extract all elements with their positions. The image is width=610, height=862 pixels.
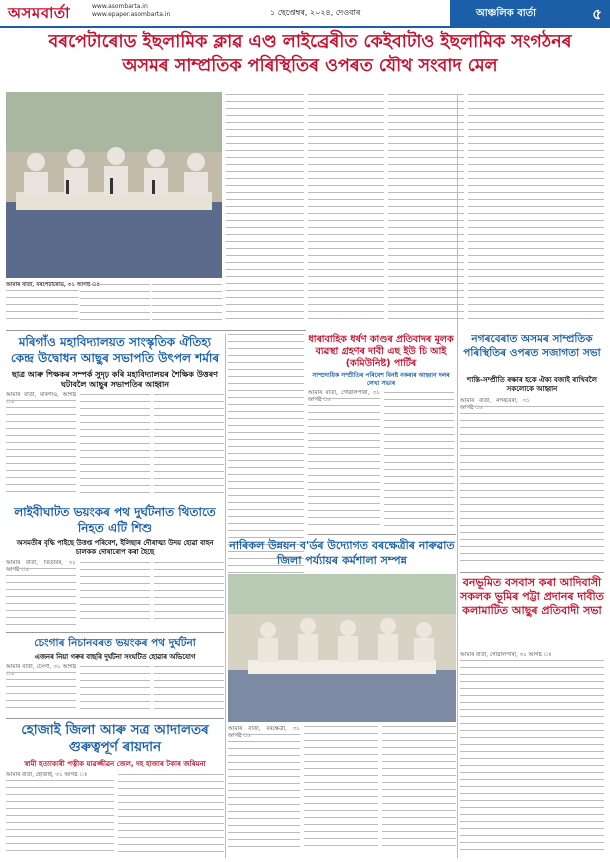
sabha-dateline: আমাৰ বাৰ্তা, নগৰবেৰা, ৩১ আগষ্ট ঃ bbox=[460, 398, 530, 411]
chenga-body-col3 bbox=[154, 666, 224, 716]
lead-headline: বৰপেটাৰোড ইছলামিক ক্লাৱ এণ্ড লাইব্ৰেৰীত কেইবাটাও ইছলামিক সংগঠনৰ অসমৰ সাম্প্ৰতিক পৰিস্থিতিৰ ওপৰত যৌথ সংবাদ মেল bbox=[48, 32, 572, 76]
column-rule bbox=[225, 334, 226, 858]
section-name: আঞ্চলিক বাৰ্তা bbox=[476, 8, 537, 19]
chenga-accident-subhead: এজনৰ নিয়া গৰুৰ বাছৰি দুৰ্ঘটনা সংঘটিত হোৱাৰ অভিযোগ bbox=[34, 653, 196, 661]
child-accident-dateline: আমাৰ বাৰ্তা, তিতাবৰ, ৩১ আগষ্ট ঃ bbox=[6, 560, 76, 573]
epaper-link[interactable]: www.epaper.asombarta.in bbox=[92, 11, 171, 18]
child-body-col2 bbox=[80, 562, 150, 630]
hojai-body-col2 bbox=[118, 774, 224, 858]
child-body-col3 bbox=[154, 562, 224, 630]
morigaon-subhead: ছাত্ৰ আৰু শিক্ষকৰ সম্পৰ্ক সুদৃঢ় কৰি মহাবিদ্যালয়ৰ শৈক্ষিক উত্তৰণ ঘটাবলৈ আছুৰ সভাপতিৰ আহ্বান bbox=[11, 370, 219, 389]
sabha-body bbox=[460, 406, 604, 570]
sabha-subhead: শান্তি-সম্প্ৰীতি ৰক্ষাৰ হকে ঐক্য বজাই ৰাখিবলৈ সকলোকে আহ্বান bbox=[467, 376, 597, 393]
adivasi-dateline: আমাৰ বাৰ্তা, গোৱালপাৰা, ৩১ আগষ্ট ঃ bbox=[460, 652, 552, 658]
press-meet-illustration bbox=[6, 92, 222, 278]
hojai-dateline: আমাৰ বাৰ্তা, হোজাই, ৩১ আগষ্ট ঃ bbox=[6, 772, 88, 778]
hojai-headline: হোজাই জিলা আৰু সত্ৰ আদালতৰ গুৰুত্বপূৰ্ণ ৰায়দান bbox=[21, 722, 209, 755]
lead-body-col1 bbox=[6, 290, 78, 324]
lead-body-col2 bbox=[80, 284, 150, 324]
morigaon-headline: মৰিগাঁও মহাবিদ্যালয়ত সাংস্কৃতিক ঐতিহ্য কেন্দ্ৰ উদ্বোধন আছুৰ সভাপতি উৎপল শৰ্মাৰ bbox=[10, 335, 220, 365]
chenga-body-col2 bbox=[80, 666, 150, 716]
website-link[interactable]: www.asombarta.in bbox=[92, 3, 148, 10]
adivasi-body bbox=[460, 660, 604, 858]
divider bbox=[6, 718, 224, 719]
lead-body-col5 bbox=[308, 94, 384, 330]
protest-subhead: সাম্প্ৰদায়িক সম্প্ৰীতিৰ পৰিবেশ বিনষ্ট নকৰাৰ আহ্বান দলৰ লেখা সভাৰ bbox=[312, 372, 450, 387]
chenga-body-col1 bbox=[6, 672, 76, 716]
coconut-board-headline: নাৰিকল উন্নয়ন ব'ৰ্ডৰ উদ্যোগত বৰক্ষেত্ৰীৰ নাৰুৱাত জিলা পৰ্য্যায়ৰ কৰ্মশালা সম্পন্ন bbox=[229, 539, 455, 567]
masthead bbox=[0, 0, 610, 28]
protest-headline: ধাৰাবাহিক ধৰ্ষণ কাণ্ডৰ প্ৰতিবাদৰ মূলক ব্যৱস্থা গ্ৰহণৰ দাবী এছ ইউ চি আই (কমিউনিষ্ট) পাৰ্টিৰ bbox=[308, 334, 454, 369]
lead-body-col6 bbox=[388, 94, 464, 330]
issue-date: ১ ছেপ্তেম্বৰ, ২০২৪, দেওবাৰ bbox=[270, 8, 361, 17]
page-number: ৫ bbox=[592, 5, 602, 23]
child-accident-subhead: অসমতীৰ বৃদ্ধি পাইছে উত্তপ্ত পৰিবেশ, ইলিছাৰ দৌৰাত্ম্য উদয় হোৱা বাহন চালকক দোষাৰোপ কৰা হৈছে bbox=[16, 539, 214, 556]
morigaon-body-col1 bbox=[6, 400, 76, 500]
divider bbox=[6, 330, 306, 331]
website-links bbox=[92, 3, 170, 19]
hojai-body-col1 bbox=[6, 780, 114, 858]
morigaon-body-col3 bbox=[154, 394, 224, 500]
protest-body-col1 bbox=[308, 398, 380, 532]
chenga-accident-headline: চেংগাৰ নিচানবৰত ভয়ংকৰ পথ দুৰ্ঘটনা bbox=[34, 637, 196, 649]
workshop-illustration bbox=[228, 574, 456, 722]
divider bbox=[460, 572, 604, 573]
section-tab bbox=[450, 0, 610, 26]
child-body-col1 bbox=[6, 568, 76, 630]
protest-body-col2 bbox=[384, 392, 454, 532]
sabha-headline: নগৰবেৰাত অসমৰ সাম্প্ৰতিক পৰিস্থিতিৰ ওপৰত সজাগতা সভা bbox=[463, 333, 601, 359]
divider bbox=[6, 632, 224, 633]
morigaon-body-col2 bbox=[80, 394, 150, 500]
lead-body-col4 bbox=[226, 94, 304, 330]
coconut-body-col1 bbox=[228, 734, 300, 858]
coconut-body-col3 bbox=[382, 726, 456, 858]
protest-dateline: আমাৰ বাৰ্তা, গোৱালপাৰা, ৩১ আগষ্ট ঃ bbox=[308, 390, 380, 403]
lead-body-col7 bbox=[468, 94, 604, 330]
child-accident-headline: লাইবীঘাটত ভয়ংকৰ পথ দুৰ্ঘটনাত থিতাতে নিহত এটি শিশু bbox=[14, 505, 216, 535]
newspaper-logo: অসমবাৰ্তা bbox=[8, 4, 71, 22]
workshop-photo bbox=[228, 574, 456, 722]
lead-dateline: আমাৰ বাৰ্তা, বৰপেটাৰোড, ৩১ আগষ্ট ঃ bbox=[6, 282, 100, 288]
lead-body-col3 bbox=[152, 284, 222, 324]
coconut-board-dateline: আমাৰ বাৰ্তা, বৰক্ষেত্ৰী, ৩১ আগষ্ট ঃ bbox=[228, 726, 300, 739]
chenga-accident-dateline: আমাৰ বাৰ্তা, চেংগা, ৩১ আগষ্ট ঃ bbox=[6, 664, 76, 677]
adivasi-headline: বনভূমিত বসবাস কৰা আদিবাসী সকলক ভূমিৰ পট্টা প্ৰদানৰ দাবীত কলামাটিত আছুৰ প্ৰতিবাদী সভা bbox=[460, 576, 604, 617]
divider bbox=[308, 534, 456, 535]
coconut-body-col2 bbox=[304, 726, 378, 858]
column-rule bbox=[457, 94, 458, 858]
hojai-subhead: স্বামী হত্যাকাৰী পত্নীক যাৱজ্জীৱন জেল, দহ হাজাৰ টকাৰ জৰিমনা bbox=[24, 760, 206, 768]
morigaon-dateline: আমাৰ বাৰ্তা, মৰিগাঁও, আগষ্ট ঃ bbox=[6, 392, 76, 405]
lead-photo bbox=[6, 92, 222, 278]
